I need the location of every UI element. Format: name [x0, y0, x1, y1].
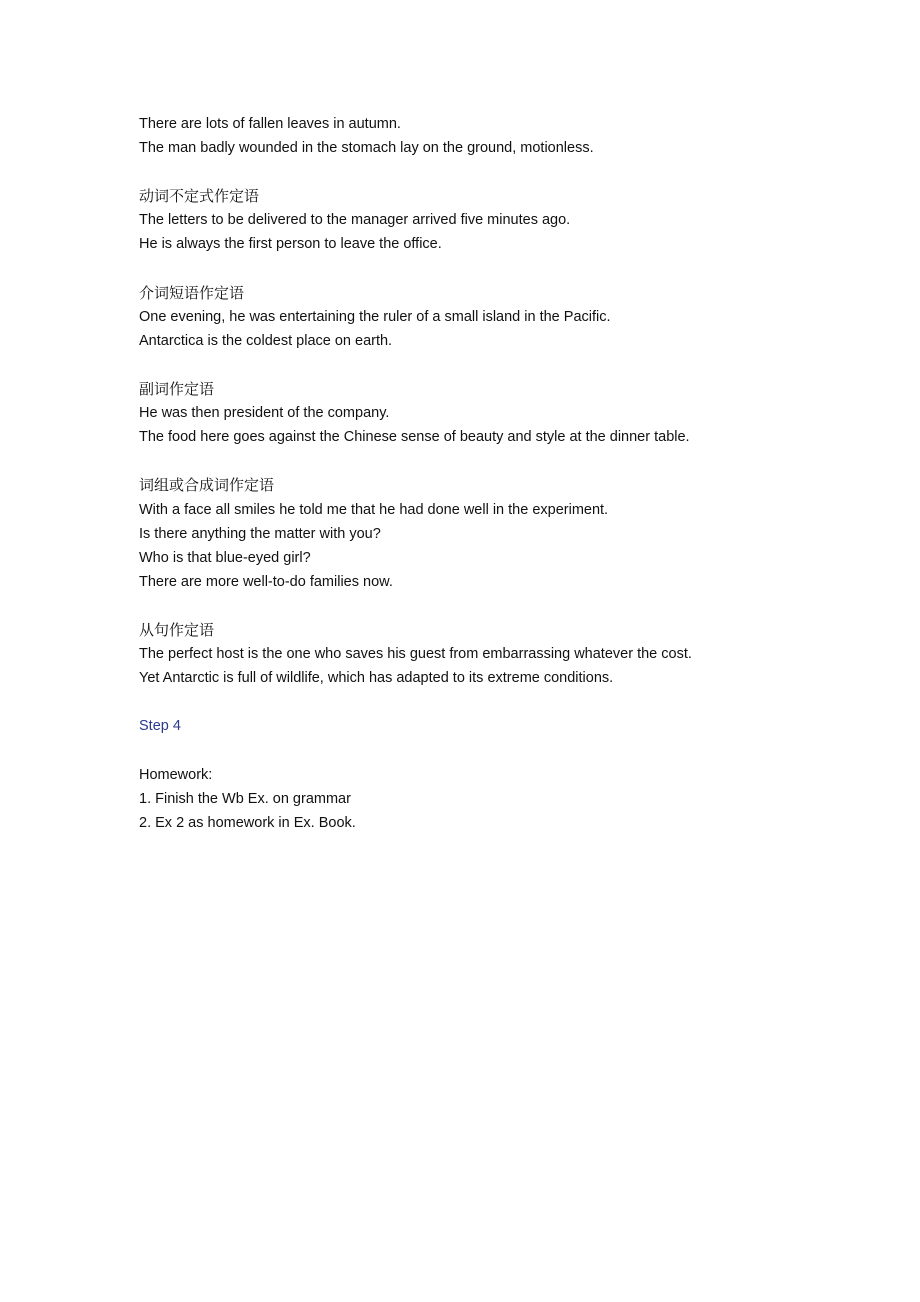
sentence: He was then president of the company. [139, 405, 390, 422]
sentence: He is always the first person to leave the office. [139, 236, 442, 253]
sentence: One evening, he was entertaining the ruler of a small island in the Pacific. [139, 308, 611, 325]
sentence: There are lots of fallen leaves in autumn. [139, 116, 401, 132]
sentence: The perfect host is the one who saves his guest from embarrassing whatever the cost. [139, 646, 692, 663]
sentence: Who is that blue-eyed girl? [139, 549, 311, 566]
sentence: The food here goes against the Chinese sense of beauty and style at the dinner table. [139, 429, 690, 446]
sentence: Antarctica is the coldest place on earth. [139, 332, 393, 349]
homework-title: Homework: [139, 766, 213, 783]
spacer [139, 353, 839, 377]
sentence: Yet Antarctic is full of wildlife, which has adapted to its extreme conditions. [139, 670, 614, 687]
sentence: The letters to be delivered to the manager arrived five minutes ago. [139, 212, 571, 229]
sentence: The man badly wounded in the stomach lay on the ground, motionless. [139, 140, 594, 157]
sentence: With a face all smiles he told me that he had done well in the experiment. [139, 501, 609, 518]
spacer [139, 257, 839, 281]
document-page [139, 112, 839, 835]
spacer [139, 160, 839, 184]
spacer [139, 690, 839, 714]
section-heading: 词组或合成词作定语 [139, 476, 275, 495]
section-heading: 动词不定式作定语 [139, 187, 260, 206]
spacer [139, 738, 839, 762]
section-heading: 从句作定语 [139, 620, 215, 639]
homework-item: 1. Finish the Wb Ex. on grammar [139, 790, 351, 807]
homework-item: 2. Ex 2 as homework in Ex. Book. [139, 814, 356, 831]
sentence: Is there anything the matter with you? [139, 525, 381, 542]
sentence: There are more well-to-do families now. [139, 573, 393, 590]
section-heading: 介词短语作定语 [139, 283, 245, 302]
spacer [139, 449, 839, 473]
step-heading: Step 4 [139, 718, 181, 735]
spacer [139, 594, 839, 618]
section-heading: 副词作定语 [139, 380, 215, 399]
